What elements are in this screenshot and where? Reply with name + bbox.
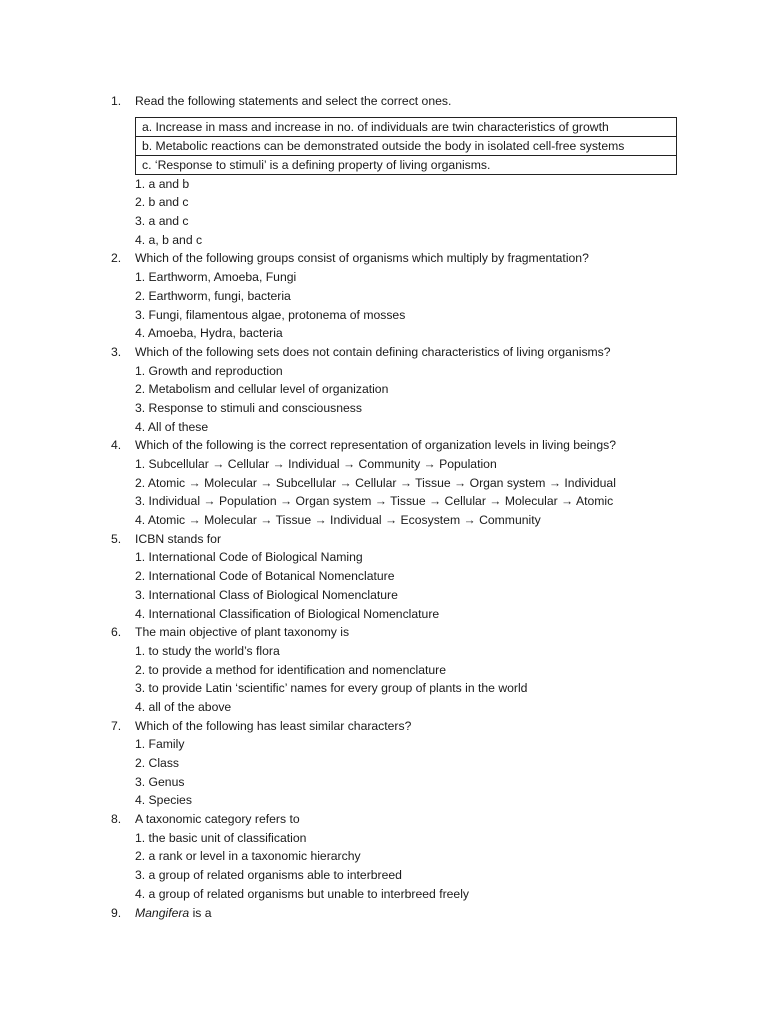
question-number: 7. [111,718,122,733]
option: 1. to study the world’s flora [135,643,280,658]
question-8 [111,810,711,903]
option: 4. Amoeba, Hydra, bacteria [135,326,283,341]
question-text: Which of the following groups consist of organisms which multiply by fragmentation? [135,251,589,266]
option: 2. Atomic → Molecular → Subcellular → Cellular → Tissue → Organ system → Individual [135,475,616,490]
option: 2. Earthworm, fungi, bacteria [135,288,291,303]
question-text: Which of the following is the correct representation of organization levels in living beings? [135,438,616,453]
option: 3. Fungi, filamentous algae, protonema of mosses [135,307,406,322]
option: 3. International Class of Biological Nomenclature [135,587,398,602]
option: 1. Earthworm, Amoeba, Fungi [135,270,297,285]
option: 2. International Code of Botanical Nomenclature [135,569,395,584]
question-3 [111,343,711,436]
statements-table [135,117,677,175]
statement-c: c. ‘Response to stimuli’ is a defining property of living organisms. [142,157,491,172]
option: 1. International Code of Biological Naming [135,550,363,565]
question-1 [111,92,711,249]
option: 4. Species [135,793,192,808]
statement-a: a. Increase in mass and increase in no. of individuals are twin characteristics of growth [136,118,676,137]
question-number: 6. [111,625,122,640]
question-7 [111,717,711,810]
option: 2. to provide a method for identification and nomenclature [135,662,446,677]
question-5 [111,530,711,623]
option: 4. all of the above [135,699,232,714]
question-text [135,904,212,923]
option: 1. a and b [135,176,190,191]
option: 3. a group of related organisms able to interbreed [135,868,402,883]
question-number: 4. [111,438,122,453]
question-2 [111,249,711,342]
option: 1. Subcellular → Cellular → Individual → Community → Population [135,457,497,471]
question-text: A taxonomic category refers to [135,812,300,827]
option: 1. the basic unit of classification [135,830,307,845]
question-number: 5. [111,531,122,546]
question-4 [111,436,711,529]
question-text: ICBN stands for [135,531,222,546]
question-6 [111,623,711,716]
question-9 [111,904,711,923]
statement-b: b. Metabolic reactions can be demonstrated outside the body in isolated cell-free systems [136,137,676,156]
question-number: 2. [111,251,122,266]
question-list [111,92,711,922]
italic-term: Mangifera [135,905,190,920]
option: 4. All of these [135,419,209,434]
option: 4. Atomic → Molecular → Tissue → Individual → Ecosystem → Community [135,513,541,528]
question-text: The main objective of plant taxonomy is [135,625,350,640]
question-text: Which of the following sets does not contain defining characteristics of living organisms? [135,344,611,359]
question-text: Read the following statements and select the correct ones. [135,94,452,108]
option: 3. to provide Latin ‘scientific’ names for every group of plants in the world [135,681,528,696]
option: 3. a and c [135,214,189,229]
option: 2. Class [135,756,180,770]
option: 4. a group of related organisms but unable to interbreed freely [135,886,470,901]
option: 2. Metabolism and cellular level of organization [135,382,389,397]
question-number: 9. [111,905,122,920]
option: 2. b and c [135,195,189,210]
option: 3. Individual → Population → Organ system → Tissue → Cellular → Molecular → Atomic [135,494,614,509]
option: 3. Genus [135,774,185,789]
option: 3. Response to stimuli and consciousness [135,400,362,415]
question-text: Which of the following has least similar characters? [135,718,412,733]
option: 1. Family [135,737,185,752]
option: 4. a, b and c [135,232,203,247]
option: 1. Growth and reproduction [135,363,283,378]
question-number: 3. [111,344,122,359]
question-number: 8. [111,812,122,827]
question-text-rest: is a [189,905,212,920]
question-number: 1. [111,94,122,108]
option: 2. a rank or level in a taxonomic hierarchy [135,849,361,864]
option: 4. International Classification of Biological Nomenclature [135,606,440,621]
